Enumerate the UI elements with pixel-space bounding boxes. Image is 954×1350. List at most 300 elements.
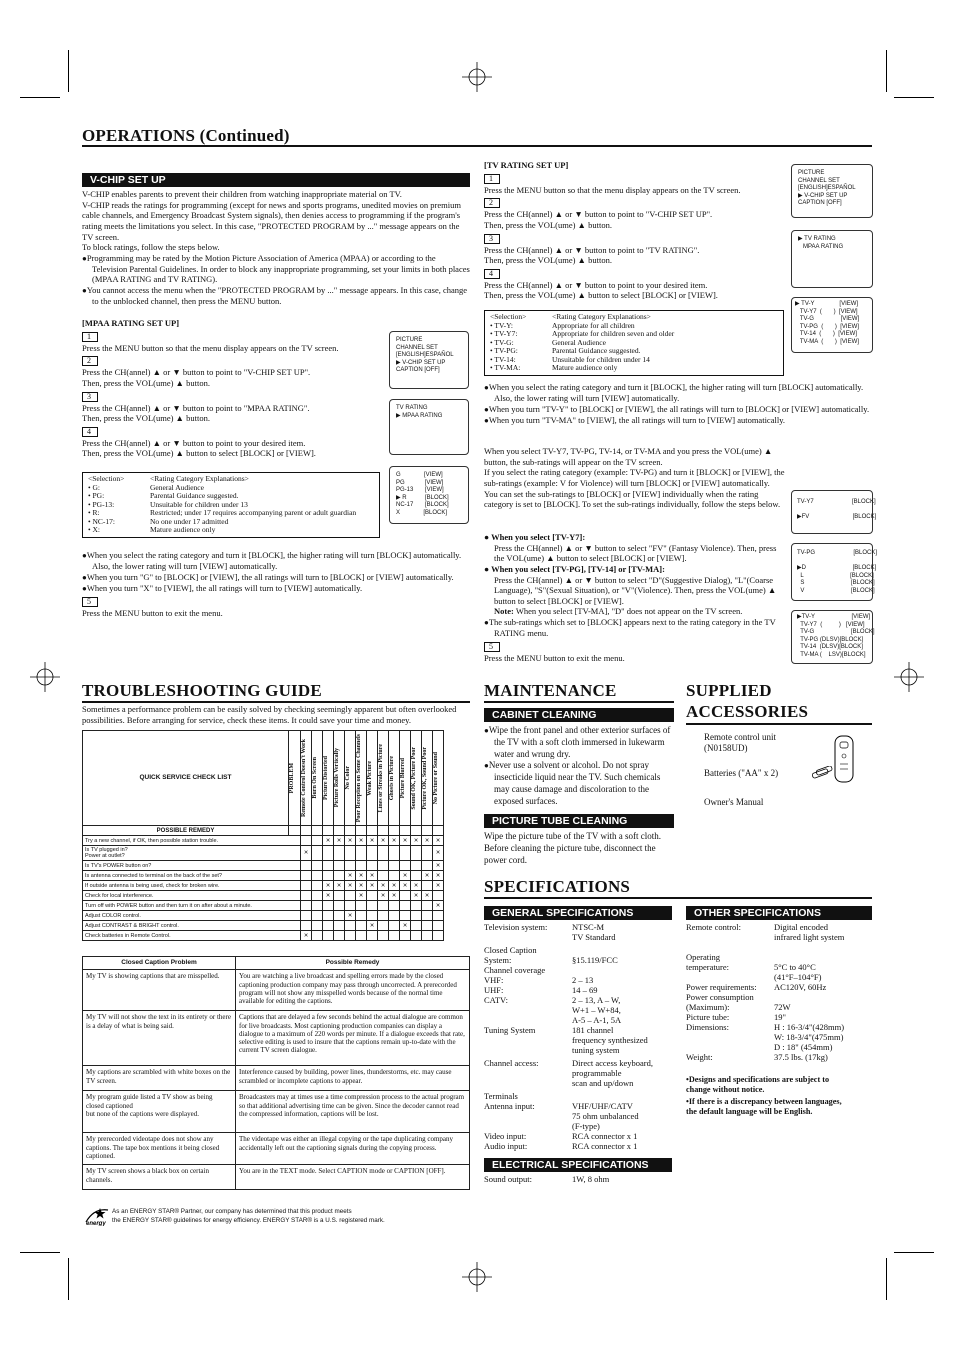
energy-star-icon [84, 1206, 110, 1226]
title-rule [82, 145, 872, 147]
spec-label: Channel coverage VHF: UHF: CATV: [484, 965, 546, 1005]
tv-rating-header: [TV RATING SET UP] [484, 160, 569, 170]
step-number: 4 [484, 269, 500, 279]
list-item: ● You cannot access the menu when the "PROTECTED PROGRAM by ..." message appears. In this case, change to the unblocked channel, then press the MENU button. [82, 285, 470, 307]
general-specifications-header: GENERAL SPECIFICATIONS [484, 906, 672, 920]
check-mark-icon: ✕ [356, 891, 367, 901]
check-mark-icon: ✕ [389, 891, 400, 901]
spec-value: 72W 19" H : 16-3/4"(428mm) W: 18-3/4"(475mm) D : 18" (454mm) [774, 1002, 845, 1052]
vchip-intro: V-CHIP enables parents to prevent their children from watching inappropriate material on TV. V-CHIP reads the ratings for programming (except for news and sports programs, unedited movies on premium cable channels, and Emergency Broadcast System signals), then denies access to programming if the program's rating meets the limitations you select. In this case, "PROTECTED PROGRAM by ..." message appears on the TV screen. To block ratings, follow the steps below. [82, 189, 461, 253]
spec-value: RCA connector x 1 [572, 1131, 638, 1141]
remedy-label: Is TV's POWER button on? [83, 861, 301, 871]
check-mark-icon: ✕ [389, 881, 400, 891]
check-mark-icon: ✕ [389, 836, 400, 846]
empty-cell [378, 921, 389, 931]
check-mark-icon: ✕ [345, 881, 356, 891]
crop-mark [68, 1258, 69, 1300]
empty-cell [411, 931, 422, 941]
tv-rating-notes [484, 382, 872, 426]
section-rule [484, 701, 674, 703]
empty-cell [389, 861, 400, 871]
picture-tube-cleaning-header: PICTURE TUBE CLEANING [484, 814, 674, 828]
spec-label: Video input: [484, 1131, 527, 1141]
rating-table [487, 313, 677, 373]
empty-cell [334, 921, 345, 931]
check-mark-icon: ✕ [433, 836, 444, 846]
step-number: 4 [82, 427, 98, 437]
table-header: <Selection> [490, 312, 527, 321]
empty-cell [433, 891, 444, 901]
spec-label: Power consumption (Maximum): Picture tube: Dimensions: [686, 992, 754, 1032]
empty-cell [323, 911, 334, 921]
table-cell: Unsuitable for children under 13 [150, 499, 248, 509]
table-cell: • X: [88, 525, 101, 534]
problem-column-10 [411, 731, 422, 826]
check-mark-icon: ✕ [323, 836, 334, 846]
empty-cell [345, 921, 356, 931]
table-cell: Captions that are delayed a few seconds behind the actual dialogue are common for live broadcasts. Most captioning production companies can display a dialogue to a maximum of 220 words per minute. If a dialogue exceeds that rate, selective editing is used to insure that the captions remain up-to-date with the current TV screen dialogue. [236, 1011, 470, 1066]
empty-cell [312, 921, 323, 931]
empty-cell [301, 911, 312, 921]
table-cell: • TV-G: [490, 337, 514, 347]
crop-mark [886, 1258, 887, 1300]
spec-label: Tuning System [484, 1025, 536, 1035]
quick-service-check-list [82, 730, 444, 941]
problem-column-12 [433, 731, 444, 826]
vchip-header: V-CHIP SET UP [82, 173, 470, 187]
empty-cell [345, 901, 356, 911]
empty-cell [422, 881, 433, 891]
empty-cell [411, 921, 422, 931]
tv-bullets [484, 382, 872, 426]
check-mark-icon: ✕ [400, 871, 411, 881]
registration-mark-icon [462, 62, 492, 92]
step-number: 2 [484, 198, 500, 208]
vchip-section [82, 173, 470, 307]
empty-cell [334, 901, 345, 911]
table-row [83, 861, 444, 871]
tv-screen-tv-ratings: ▶ TV-Y [VIEW] TV-Y7 ( ) [VIEW] TV-G [VIEW] TV-PG ( ) [VIEW] TV-14 ( ) [VIEW] TV-MA ( ) [VIEW] [791, 297, 873, 353]
spec-label: Terminals Antenna input: [484, 1091, 535, 1111]
empty-cell [323, 901, 334, 911]
check-mark-icon: ✕ [367, 871, 378, 881]
list-item: ● Never use a solvent or alcohol. Do not spray insecticide liquid near the TV. Such chemicals may cause damage and discoloration to the exposed surfaces. [484, 760, 674, 807]
empty-cell [389, 921, 400, 931]
other-specifications-header: OTHER SPECIFICATIONS [686, 906, 872, 920]
empty-cell [356, 861, 367, 871]
page-title: OPERATIONS (Continued) [82, 126, 290, 145]
mpaa-rating-table [82, 472, 380, 538]
section-rule [484, 897, 872, 899]
mpaa-bullets [82, 550, 470, 594]
table-header: <Rating Category Explanations> [552, 312, 651, 321]
remedy-label: Is antenna connected to terminal on the back of the set? [83, 871, 301, 881]
registration-mark-icon [30, 662, 60, 692]
step-number: 1 [484, 174, 500, 184]
empty-cell [400, 911, 411, 921]
check-mark-icon: ✕ [323, 881, 334, 891]
electrical-specifications-header: ELECTRICAL SPECIFICATIONS [484, 1158, 672, 1172]
table-cell: General Audience [552, 337, 606, 347]
empty-cell [356, 901, 367, 911]
spec-note: •Designs and specifications are subject to change without notice. [686, 1075, 830, 1094]
empty-cell [378, 871, 389, 881]
rating-table [85, 475, 359, 535]
problem-label: Picture OK, Sound Poor [422, 746, 428, 810]
empty-cell [389, 911, 400, 921]
table-cell: My TV will not show the text in its entirety or there is a delay of what is being said. [83, 1011, 236, 1066]
step-number: 3 [82, 392, 98, 402]
remedy-label: Try a new channel, if OK, then possible station trouble. [83, 836, 301, 846]
remedy-label: If outside antenna is being used, check for broken wire. [83, 881, 301, 891]
empty-cell [367, 931, 378, 941]
table-cell: My TV is showing captions that are misspelled. [83, 970, 236, 1011]
table-row [83, 836, 444, 846]
check-mark-icon: ✕ [411, 836, 422, 846]
empty-cell [411, 871, 422, 881]
spec-label: Operating temperature: [686, 952, 729, 972]
spec-label: Power requirements: [686, 982, 757, 992]
table-cell: • NC-17: [88, 516, 116, 526]
check-mark-icon: ✕ [378, 836, 389, 846]
maintenance-title: MAINTENANCE [484, 681, 617, 700]
table-cell: Appropriate for all children [552, 320, 635, 330]
check-mark-icon: ✕ [433, 881, 444, 891]
list-item: ● When you turn "G" to [BLOCK] or [VIEW], the all ratings will turn to [BLOCK] or [VIEW] automatically. [82, 572, 470, 583]
spec-label: Weight: [686, 1052, 713, 1062]
check-mark-icon: ✕ [422, 836, 433, 846]
table-row [83, 871, 444, 881]
empty-cell [334, 861, 345, 871]
registration-mark-icon [894, 662, 924, 692]
step-number: 5 [484, 642, 500, 652]
empty-cell [378, 846, 389, 861]
possible-remedy-label: POSSIBLE REMEDY [83, 826, 289, 836]
check-mark-icon: ✕ [356, 881, 367, 891]
registration-mark-icon [462, 1262, 492, 1292]
empty-cell [345, 846, 356, 861]
table-cell: • TV-Y7: [490, 329, 518, 338]
empty-cell [356, 911, 367, 921]
spec-value: NTSC-M TV Standard [572, 922, 616, 942]
spec-value: 5°C to 40°C (41°F–104°F) [774, 962, 822, 982]
empty-cell [400, 901, 411, 911]
step-text: Press the CH(annel) ▲ or ▼ button to point to "V-CHIP SET UP". Then, press the VOL(ume) ▲ button. [82, 367, 311, 388]
table-row [83, 911, 444, 921]
empty-cell [312, 881, 323, 891]
empty-cell [345, 931, 356, 941]
step-text: Press the MENU button to exit the menu. [484, 652, 625, 663]
note-label: Note: [494, 606, 514, 617]
problem-column-3 [334, 731, 345, 826]
table-cell: General Audience [150, 482, 204, 492]
table-cell: • TV-Y: [490, 320, 513, 330]
energy-logo-text: energy [86, 1221, 106, 1226]
pg-heading: When you select [TV-PG], [TV-14] or [TV-MA]: [491, 563, 665, 574]
problem-column-7 [378, 731, 389, 826]
empty-cell [378, 931, 389, 941]
problem-column-6 [367, 731, 378, 826]
empty-cell [345, 861, 356, 871]
check-mark-icon: ✕ [345, 871, 356, 881]
list-item: ● When you select the rating category and turn it [BLOCK], the higher rating will turn [BLOCK] automatically. Also, the lower rating will turn [VIEW] automatically. [484, 382, 872, 404]
empty-cell [301, 861, 312, 871]
remote-control-icon [832, 734, 858, 784]
check-mark-icon: ✕ [378, 891, 389, 901]
empty-cell [378, 901, 389, 911]
empty-cell [411, 901, 422, 911]
empty-cell [312, 861, 323, 871]
table-header: <Selection> [88, 474, 125, 483]
accessory-manual: Owner's Manual [704, 797, 764, 807]
empty-cell [312, 836, 323, 846]
table-cell: • PG: [88, 491, 105, 500]
empty-cell [334, 911, 345, 921]
table-cell: You are in the TEXT mode. Select CAPTION mode or CAPTION [OFF]. [236, 1165, 470, 1190]
check-mark-icon: ✕ [345, 911, 356, 921]
check-mark-icon: ✕ [367, 881, 378, 891]
table-cell: • TV-14: [490, 354, 516, 364]
remedy-label: Turn off with POWER button and then turn it on after about a minute. [83, 901, 301, 911]
remedy-label: Is TV plugged in? Power at outlet? [83, 846, 301, 861]
problem-column-1 [312, 731, 323, 826]
check-mark-icon: ✕ [433, 871, 444, 881]
check-mark-icon: ✕ [323, 891, 334, 901]
table-row [83, 921, 444, 931]
problem-label: Burn On Screen [312, 757, 318, 799]
check-mark-icon: ✕ [378, 881, 389, 891]
problem-label: Picture Distorted [323, 755, 329, 801]
list-item: ● When you select the rating category and turn it [BLOCK], the higher rating will turn [BLOCK] automatically. Also, the lower rating will turn [VIEW] automatically. [82, 550, 470, 572]
note-text: When you select [TV-MA], "D" does not appear on the TV screen. [515, 606, 743, 617]
crop-mark [20, 97, 60, 98]
tv-screen-rating: TV RATING ▶ MPAA RATING [389, 399, 469, 455]
problem-label: Picture Blurred [400, 757, 406, 799]
empty-cell [323, 861, 334, 871]
spec-label: Closed Caption System: [484, 945, 537, 965]
empty-cell [411, 861, 422, 871]
crop-mark [68, 50, 69, 92]
empty-cell [422, 901, 433, 911]
problem-label: No Color [345, 766, 351, 790]
mpaa-header: [MPAA RATING SET UP] [82, 318, 180, 328]
problem-column-11 [422, 731, 433, 826]
empty-cell [367, 891, 378, 901]
step-number: 3 [484, 234, 500, 244]
cabinet-cleaning-header: CABINET CLEANING [484, 708, 674, 722]
empty-cell [334, 871, 345, 881]
empty-cell [356, 931, 367, 941]
spec-label: Television system: [484, 922, 548, 932]
problem-label: Lines or Streaks in Picture [378, 743, 384, 813]
empty-cell [433, 921, 444, 931]
problem-label: Picture Rolls Vertically [334, 748, 340, 808]
empty-cell [312, 871, 323, 881]
problem-label: Ghosts in Picture [389, 755, 395, 801]
spec-value: 181 channel frequency synthesized tuning system [572, 1025, 648, 1055]
remedy-label: Adjust COLOR control. [83, 911, 301, 921]
table-cell: No one under 17 admitted [150, 516, 229, 526]
specifications-title: SPECIFICATIONS [484, 877, 631, 896]
empty-cell [433, 931, 444, 941]
table-cell: The videotape was either an illegal copying or the tape duplicating company accidentally left out the captioning signals during the copying process. [236, 1133, 470, 1165]
spec-label: Sound output: [484, 1174, 532, 1184]
troubleshooting-title: TROUBLESHOOTING GUIDE [82, 681, 322, 700]
general-specifications-table [484, 922, 674, 1151]
batteries-icon [810, 766, 834, 780]
empty-cell [334, 931, 345, 941]
tv-screen-pg-sub: TV-PG [BLOCK] ▶D [BLOCK] L [BLOCK] S [BLOCK] V [BLOCK] [791, 543, 873, 601]
table-cell: Mature audience only [150, 525, 216, 534]
empty-cell [312, 846, 323, 861]
step-text: Press the CH(annel) ▲ or ▼ button to point to "MPAA RATING". Then, press the VOL(ume) ▲ button. [82, 402, 310, 424]
step-text: Press the MENU button to exit the menu. [82, 607, 223, 618]
step-text: Press the CH(annel) ▲ or ▼ button to point to your desired item. Then, press the VOL(ume) ▲ button to select [BLOCK] or [VIEW]. [484, 279, 718, 301]
section-rule [82, 701, 470, 703]
accessory-remote: Remote control unit (N0158UD) [704, 732, 776, 753]
check-mark-icon: ✕ [356, 871, 367, 881]
step-text: Press the MENU button so that the menu display appears on the TV screen. [82, 342, 339, 353]
energy-star-logo [84, 1206, 110, 1226]
list-item: ● Wipe the front panel and other exterior surfaces of the TV with a soft cloth immersed in lukewarm water and wrung dry. [484, 725, 674, 760]
check-mark-icon: ✕ [433, 861, 444, 871]
tv-last-bullet [484, 617, 787, 639]
step-number: 2 [82, 356, 98, 366]
table-cell: Restricted; under 17 requires accompanying parent or adult guardian [150, 508, 357, 517]
electrical-specifications-table [484, 1174, 674, 1184]
empty-cell [378, 911, 389, 921]
check-mark-icon: ✕ [301, 931, 312, 941]
empty-cell [422, 911, 433, 921]
check-mark-icon: ✕ [411, 881, 422, 891]
check-mark-icon: ✕ [400, 836, 411, 846]
spec-value: RCA connector x 1 [572, 1141, 638, 1151]
table-header: <Rating Category Explanations> [150, 474, 249, 483]
empty-cell [367, 911, 378, 921]
table-cell: • G: [88, 482, 101, 492]
crop-mark [894, 97, 934, 98]
check-mark-icon: ✕ [334, 881, 345, 891]
table-row [83, 881, 444, 891]
problem-label: No Picture or Sound [433, 751, 439, 805]
step-text: Press the CH(annel) ▲ or ▼ button to point to "V-CHIP SET UP". Then, press the VOL(ume) ▲ button. [484, 209, 713, 230]
list-item: ● When you turn "X" to [VIEW], the all ratings will turn to [VIEW] automatically. [82, 583, 470, 594]
empty-cell [411, 846, 422, 861]
crop-mark [20, 1252, 60, 1253]
problem-column-9 [400, 731, 411, 826]
spec-value: AC120V, 60Hz [774, 982, 827, 992]
spec-value: Digital encoded infrared light system [774, 922, 845, 942]
empty-cell [411, 911, 422, 921]
empty-cell [422, 921, 433, 931]
spec-label: Channel access: [484, 1058, 539, 1068]
empty-cell [356, 846, 367, 861]
table-cell: • TV-MA: [490, 363, 521, 372]
table-header: Possible Remedy [236, 957, 470, 970]
closed-caption-table [82, 956, 470, 1190]
tv-screen-y7-sub: TV-Y7 [BLOCK] ▶FV [BLOCK] [791, 490, 873, 534]
empty-cell [400, 931, 411, 941]
table-cell: Mature audience only [552, 363, 618, 372]
tv-screen-menu: PICTURE CHANNEL SET [ENGLISH]ESPAÑOL ▶ V-CHIP SET UP CAPTION [OFF] [791, 164, 873, 218]
list-item: ● When you turn "TV-MA" to [VIEW], the all ratings will turn to [VIEW] automatically. [484, 415, 872, 426]
check-mark-icon: ✕ [433, 901, 444, 911]
step-number: 5 [82, 597, 98, 607]
crop-mark [894, 1252, 934, 1253]
y7-heading: When you select [TV-Y7]: [491, 532, 586, 542]
empty-cell [433, 911, 444, 921]
spec-note: •If there is a discrepancy between languages, the default language will be English. [686, 1097, 842, 1116]
empty-cell [301, 921, 312, 931]
empty-cell [334, 891, 345, 901]
remedy-label: Check batteries in Remote Control. [83, 931, 301, 941]
tv-rating-section [484, 160, 784, 301]
check-mark-icon: ✕ [345, 836, 356, 846]
tv-screen-rating: ▶ TV RATING MPAA RATING [791, 230, 873, 288]
table-cell: My program guide listed a TV show as being closed captioned but none of the captions were displayed. [83, 1091, 236, 1133]
table-header: Closed Caption Problem [83, 957, 236, 970]
table-cell: You are watching a live broadcast and spelling errors made by the closed captioning production company may pass through uncorrected. A prerecorded program will not show any misspelled words because of the normal time available for editing the captions. [236, 970, 470, 1011]
check-list-title: QUICK SERVICE CHECK LIST [83, 731, 289, 826]
table-cell: Unsuitable for children under 14 [552, 354, 650, 364]
table-cell: Appropriate for children seven and older [552, 329, 675, 338]
list-item: ● Programming may be rated by the Motion Picture Association of America (MPAA) or according to the Television Parental Guidelines. In order to block any inappropriate programming, set your limits in both places (MPAA RATING and TV RATING). [82, 253, 470, 285]
empty-cell [334, 846, 345, 861]
empty-cell [301, 871, 312, 881]
mpaa-notes [82, 550, 470, 618]
empty-cell [301, 891, 312, 901]
tv-screen-tv-ratings-block: ▶TV-Y [VIEW] TV-Y7 ( ) [VIEW] TV-G [BLOCK] TV-PG (DLSV)[BLOCK] TV-14 (DLSV)[BLOCK] TV-MA ( LSV)[BLOCK] [791, 610, 873, 664]
check-mark-icon: ✕ [411, 891, 422, 901]
empty-cell [323, 846, 334, 861]
step-number: 1 [82, 332, 98, 342]
empty-cell [367, 901, 378, 911]
check-mark-icon: ✕ [334, 836, 345, 846]
spec-value: VHF/UHF/CATV 75 ohm unbalanced (F-type) [572, 1101, 639, 1131]
problem-column-4 [345, 731, 356, 826]
empty-cell [422, 861, 433, 871]
spec-label: Audio input: [484, 1141, 528, 1151]
mpaa-section [82, 318, 382, 459]
crop-mark [886, 50, 887, 92]
empty-cell [301, 836, 312, 846]
empty-cell [356, 921, 367, 931]
remedy-label: Adjust CONTRAST & BRIGHT control. [83, 921, 301, 931]
cabinet-cleaning-list [484, 725, 674, 808]
empty-cell [422, 846, 433, 861]
empty-cell [301, 901, 312, 911]
tv-screen-mpaa: G [VIEW] PG [VIEW] PG-13 [VIEW] ▶ R [BLOCK] NC-17 [BLOCK] X [BLOCK] [389, 466, 469, 524]
empty-cell [400, 861, 411, 871]
empty-cell [312, 891, 323, 901]
pg-text: Press the CH(annel) ▲ or ▼ button to select "D"(Suggestive Dialog), "L"(Coarse Language), "S"(Sexual Situation), or "V"(Violence). Then, press the VOL(ume) ▲ button to select [BLOCK] or [VIEW]. [494, 574, 777, 606]
table-row [83, 901, 444, 911]
list-item: ● The sub-ratings which set to [BLOCK] appears next to the rating category in the TV RATING menu. [484, 617, 787, 639]
spec-value: 2 – 13 14 – 69 2 – 13, A – W, W+1 – W+84, A-5 – A-1, 5A [572, 975, 622, 1025]
picture-tube-cleaning-text: Wipe the picture tube of the TV with a soft cloth. Before cleaning the picture tube, disconnect the power cord. [484, 831, 662, 865]
list-item: ● When you turn "TV-Y" to [BLOCK] or [VIEW], the all ratings will turn to [BLOCK] or [VIEW] automatically. [484, 404, 872, 415]
empty-cell [378, 861, 389, 871]
step-text: Press the CH(annel) ▲ or ▼ button to point to "TV RATING". Then, press the VOL(ume) ▲ button. [484, 244, 700, 266]
step-text: Press the MENU button so that the menu display appears on the TV screen. [484, 184, 741, 195]
check-mark-icon: ✕ [301, 846, 312, 861]
vchip-bullets [82, 253, 470, 307]
problem-column-0 [301, 731, 312, 826]
check-mark-icon: ✕ [422, 891, 433, 901]
empty-cell [367, 861, 378, 871]
check-mark-icon: ✕ [400, 921, 411, 931]
table-row [83, 891, 444, 901]
